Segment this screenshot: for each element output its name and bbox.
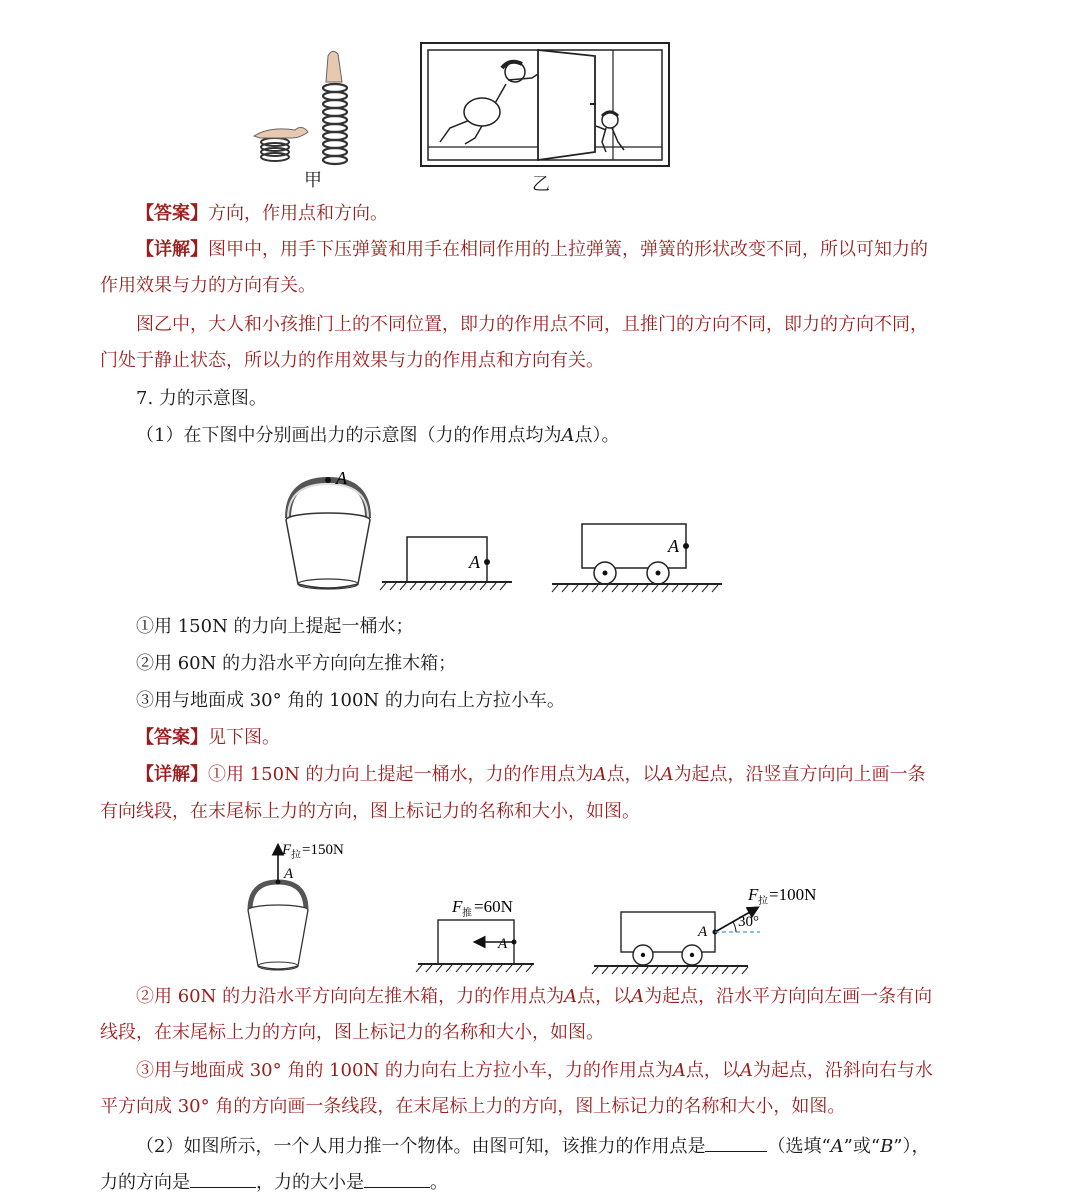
svg-text:A: A bbox=[668, 536, 679, 556]
q6-answer-line bbox=[136, 201, 388, 227]
caption-jia: 甲 bbox=[304, 170, 322, 191]
part2-end: 。 bbox=[430, 1172, 448, 1193]
box-force-symbol: F bbox=[452, 897, 463, 916]
q6-detail-line2: 作用效果与力的方向有关。 bbox=[100, 275, 316, 296]
cart-force-sub: 拉 bbox=[758, 896, 768, 907]
cart-force-value: =100N bbox=[769, 885, 817, 904]
q7-detail1-line1 bbox=[136, 762, 926, 788]
svg-text:A: A bbox=[698, 924, 708, 940]
part2-text-d: ”）， bbox=[893, 1136, 930, 1157]
q7-item2: ②用 60N 的力沿水平方向向左推木箱； bbox=[136, 653, 457, 674]
q6-detail-line1 bbox=[136, 237, 928, 263]
part2-text-b: （选填“ bbox=[767, 1136, 831, 1157]
q7-part2-line2 bbox=[100, 1169, 448, 1196]
part2-magnitude-label: ，力的大小是 bbox=[256, 1172, 364, 1193]
q7-item3: ③用与地面成 30° 角的 100N 的力向右上方拉小车。 bbox=[136, 690, 565, 711]
q7-detail2-line2: 线段，在末尾标上力的方向，图上标记力的名称和大小，如图。 bbox=[100, 1022, 604, 1043]
q7-answer-line bbox=[136, 725, 280, 751]
cart-angle-label: 30° bbox=[738, 914, 759, 930]
detail1-point-a: A bbox=[593, 764, 607, 785]
q7-part2-line1 bbox=[136, 1133, 930, 1160]
caption-yi: 乙 bbox=[532, 174, 550, 195]
part1-text-b: 点）。 bbox=[574, 425, 620, 446]
svg-text:A: A bbox=[284, 866, 294, 882]
figure-yi bbox=[420, 42, 670, 195]
cart-force-symbol: F bbox=[748, 885, 759, 904]
option-a: A bbox=[830, 1136, 844, 1157]
detail3-point-a: A bbox=[672, 1060, 686, 1081]
detail2-text-c: 为起点，沿水平方向向左画一条有向 bbox=[644, 986, 933, 1007]
bucket-drawing bbox=[286, 477, 370, 589]
box-force-value: =60N bbox=[474, 897, 513, 916]
part1-point: A bbox=[561, 425, 575, 446]
q7-answer-figures bbox=[236, 838, 846, 978]
answer-tag: 【答案】 bbox=[136, 727, 208, 748]
point-label: A bbox=[336, 468, 347, 488]
option-b: B bbox=[880, 1136, 894, 1157]
box-force-sub: 推 bbox=[462, 908, 472, 919]
detail1-text-b: 点，以 bbox=[606, 764, 661, 785]
q7-part1 bbox=[136, 423, 619, 449]
blank-force-diagrams bbox=[270, 462, 730, 597]
door-push-illustration bbox=[420, 42, 670, 167]
detail3-text-a: ③用与地面成 30° 角的 100N 的力向右上方拉小车，力的作用点为 bbox=[136, 1060, 673, 1081]
detail2-point-a: A bbox=[564, 986, 578, 1007]
part2-direction-label: 力的方向是 bbox=[100, 1172, 190, 1193]
part2-text-c: ”或“ bbox=[843, 1136, 881, 1157]
detail-tag: 【详解】 bbox=[136, 764, 208, 785]
bucket-force-symbol: F bbox=[282, 842, 292, 858]
detail-text: 图甲中，用手下压弹簧和用手在相同作用的上拉弹簧，弹簧的形状改变不同，所以可知力的 bbox=[208, 239, 928, 260]
blank-point[interactable] bbox=[705, 1133, 767, 1152]
bucket-force-sub: 拉 bbox=[291, 850, 301, 861]
part2-text-a: （2）如图所示，一个人用力推一个物体。由图可知，该推力的作用点是 bbox=[136, 1136, 706, 1157]
detail1-text-a: ①用 150N 的力向上提起一桶水，力的作用点为 bbox=[208, 764, 594, 785]
q7-detail1-line2: 有向线段，在末尾标上力的方向，图上标记力的名称和大小，如图。 bbox=[100, 801, 640, 822]
blank-direction[interactable] bbox=[190, 1169, 256, 1188]
detail3-text-c: 为起点，沿斜向右与水 bbox=[752, 1060, 933, 1081]
detail2-text-a: ②用 60N 的力沿水平方向向左推木箱，力的作用点为 bbox=[136, 986, 565, 1007]
svg-text:A: A bbox=[469, 552, 480, 572]
detail3-point-b: A bbox=[739, 1060, 753, 1081]
q7-detail3-line2: 平方向成 30° 角的方向画一条线段，在末尾标上力的方向，图上标记力的名称和大小，如图。 bbox=[100, 1096, 846, 1117]
q6-detail-line3: 图乙中，大人和小孩推门上的不同位置，即力的作用点不同，且推门的方向不同，即力的方向不同， bbox=[136, 314, 928, 335]
part1-text-a: （1）在下图中分别画出力的示意图（力的作用点均为 bbox=[136, 425, 562, 446]
detail3-text-b: 点，以 bbox=[685, 1060, 740, 1081]
answer-text: 见下图。 bbox=[208, 727, 280, 748]
q7-detail2-line1 bbox=[136, 984, 932, 1010]
detail2-point-b: A bbox=[631, 986, 645, 1007]
detail2-text-b: 点，以 bbox=[577, 986, 632, 1007]
detail1-text-c: 为起点，沿竖直方向向上画一条 bbox=[673, 764, 926, 785]
answer-text: 方向，作用点和方向。 bbox=[208, 203, 388, 224]
q6-detail-line4: 门处于静止状态，所以力的作用效果与力的作用点和方向有关。 bbox=[100, 350, 604, 371]
svg-text:A: A bbox=[498, 936, 508, 952]
answer-tag: 【答案】 bbox=[136, 203, 208, 224]
detail1-point-b: A bbox=[660, 764, 674, 785]
bucket-force-value: =150N bbox=[302, 842, 344, 858]
q7-title: 7. 力的示意图。 bbox=[136, 388, 267, 409]
q7-blank-figures bbox=[270, 462, 730, 597]
blank-magnitude[interactable] bbox=[364, 1169, 430, 1188]
q7-item1: ①用 150N 的力向上提起一桶水； bbox=[136, 616, 414, 637]
answer-force-diagrams bbox=[236, 838, 846, 978]
detail-tag: 【详解】 bbox=[136, 239, 208, 260]
figure-jia bbox=[240, 40, 380, 190]
q7-detail3-line1 bbox=[136, 1058, 933, 1084]
